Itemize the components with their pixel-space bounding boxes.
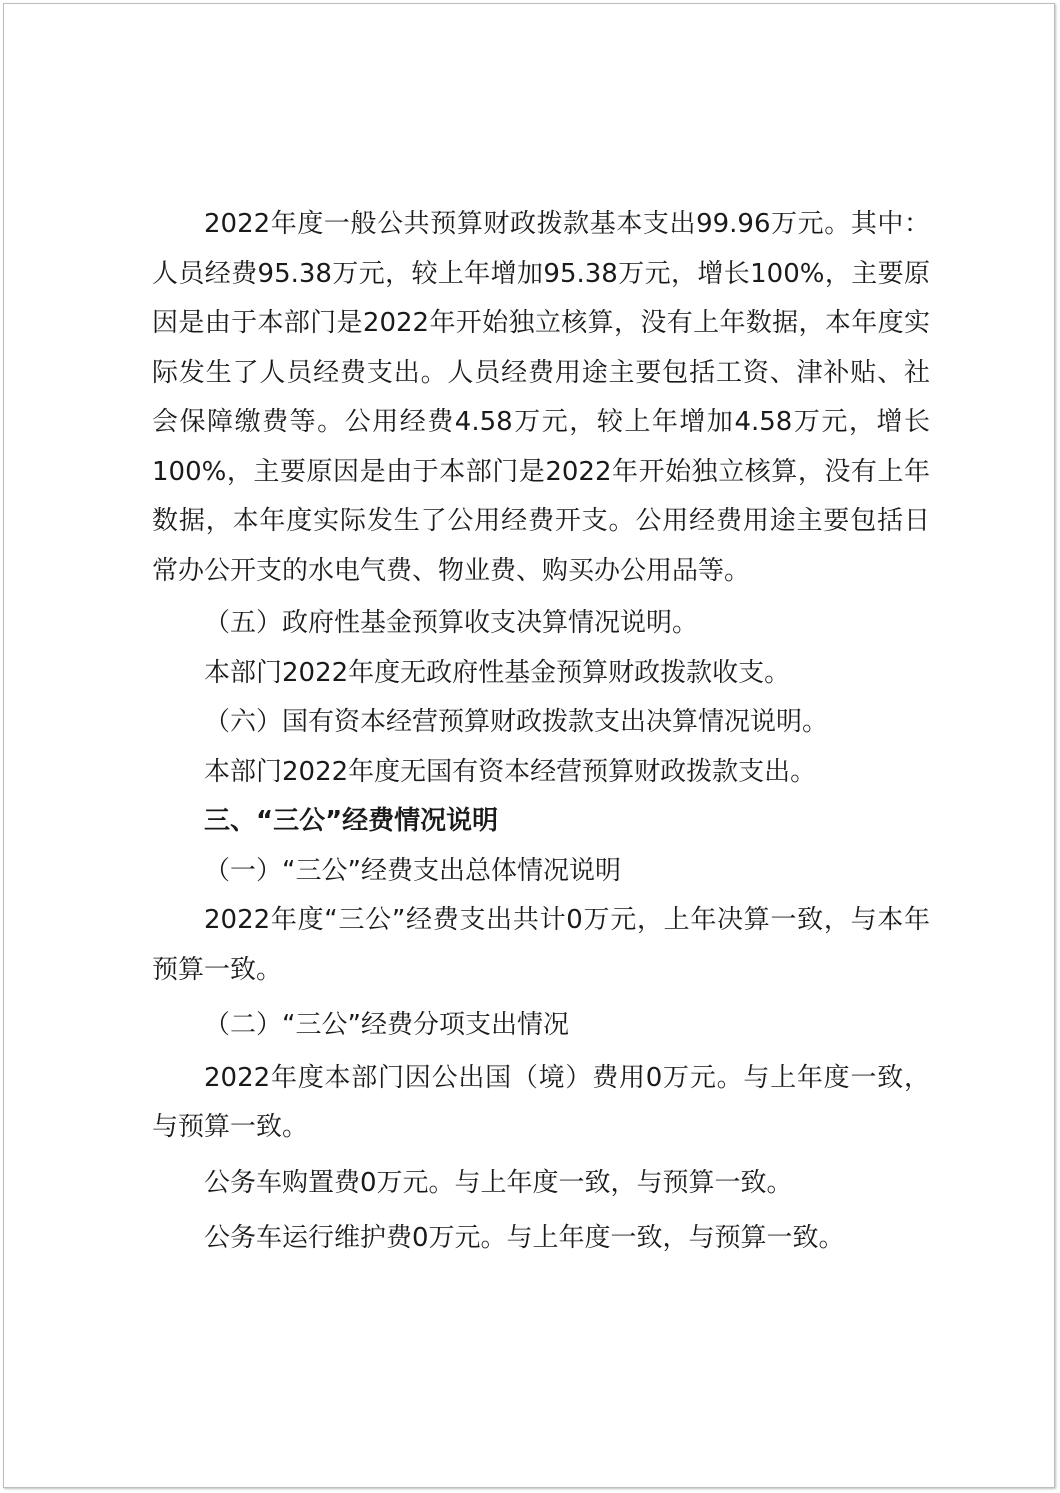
paragraph-government-fund: 本部门2022年度无政府性基金预算财政拨款收支。 <box>204 657 791 688</box>
paragraph-basic-expenditure: 2022年度一般公共预算财政拨款基本支出99.96万元。其中：人员经费95.38万元，较上年增加95.38万元，增长100%，主要原因是由于本部门是2022年开始独立核算，没有上年数据，本年度实际发生了人员经费支出。人员经费用途主要包括工资、津补贴、社会保障缴费等。公用经费4.58万元，较上年增加4.58万元，增长100%，主要原因是由于本部门是2022年开始独立核算，没有上年数据，本年度实际发生了公用经费开支。公用经费用途主要包括日常办公开支的水电气费、物业费、购买办公用品等。 <box>152 209 930 586</box>
paragraph-vehicle-maintenance: 公务车运行维护费0万元。与上年度一致，与预算一致。 <box>204 1223 845 1253</box>
section-heading-government-fund: （五）政府性基金预算收支决算情况说明。 <box>204 608 699 638</box>
section-heading-three-public: 三、“三公”经费情况说明 <box>204 806 499 836</box>
paragraph-vehicle-purchase: 公务车购置费0万元。与上年度一致，与预算一致。 <box>204 1167 793 1198</box>
paragraph-state-capital: 本部门2022年度无国有资本经营预算财政拨款支出。 <box>204 756 817 787</box>
document-page <box>3 3 1055 1488</box>
paragraph-three-public-overall: 2022年度“三公”经费支出共计0万元，上年决算一致，与本年预算一致。 <box>152 905 930 985</box>
section-heading-state-capital: （六）国有资本经营预算财政拨款支出决算情况说明。 <box>204 707 829 737</box>
subheading-three-public-items: （二）“三公”经费分项支出情况 <box>204 1010 569 1040</box>
paragraph-overseas-travel: 2022年度本部门因公出国（境）费用0万元。与上年度一致，与预算一致。 <box>152 1062 930 1142</box>
document-body <box>152 200 930 1264</box>
subheading-three-public-overall: （一）“三公”经费支出总体情况说明 <box>204 855 621 886</box>
